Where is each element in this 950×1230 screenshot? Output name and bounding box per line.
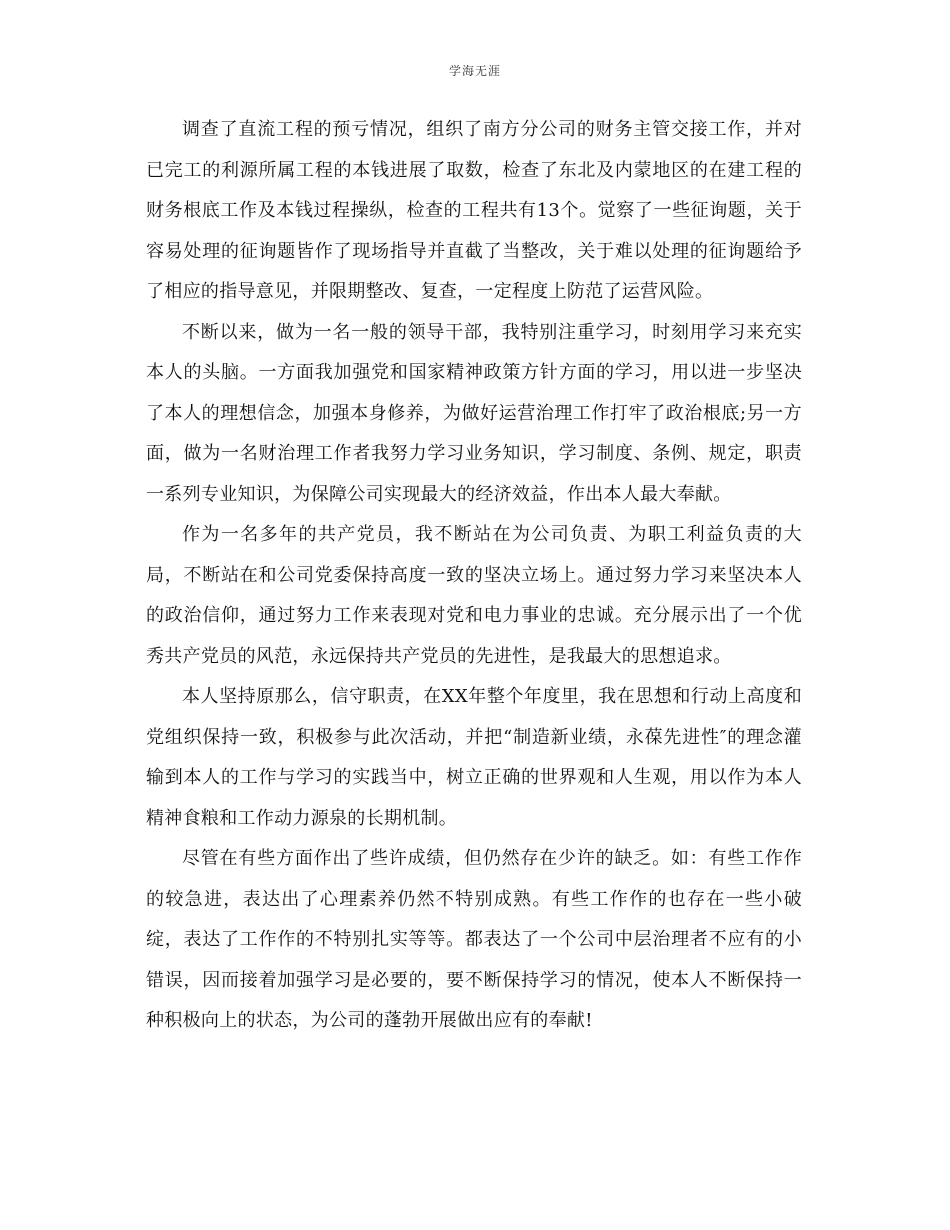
paragraph-5: 尽管在有些方面作出了些许成绩，但仍然存在少许的缺乏。如：有些工作作的较急进，表达出了心理素养仍然不特别成熟。有些工作作的也存在一些小破绽，表达了工作作的不特别扎实等等。都表达了一个公司中层治理者不应有的小错误，因而接着加强学习是必要的，要不断保持学习的情况，使本人不断保持一种积极向上的状态，为公司的蓬勃开展做出应有的奉献! — [146, 848, 802, 1031]
paragraph-1: 调查了直流工程的预亏情况，组织了南方分公司的财务主管交接工作，并对已完工的利源所属工程的本钱进展了取数，检查了东北及内蒙地区的在建工程的财务根底工作及本钱过程操纵，检查的工程共有13个。觉察了一些征询题，关于容易处理的征询题皆作了现场指导并直截了当整改，关于难以处理的征询题给予了相应的指导意见，并限期整改、复查，一定程度上防范了运营风险。 — [146, 119, 802, 302]
page-header: 学海无涯 — [448, 64, 501, 78]
document-body — [146, 110, 802, 1042]
paragraph-4: 本人坚持原那么，信守职责，在XX年整个年度里，我在思想和行动上高度和党组织保持一致，积极参与此次活动，并把“制造新业绩，永葆先进性″的理念灌输到本人的工作与学习的实践当中，树立正确的世界观和人生观，用以作为本人精神食粮和工作动力源泉的长期机制。 — [146, 686, 802, 829]
paragraph-3: 作为一名多年的共产党员，我不断站在为公司负责、为职工利益负责的大局，不断站在和公司党委保持高度一致的坚决立场上。通过努力学习来坚决本人的政治信仰，通过努力工作来表现对党和电力事业的忠诚。充分展示出了一个优秀共产党员的风范，永远保持共产党员的先进性，是我最大的思想追求。 — [146, 524, 802, 667]
paragraph-2: 不断以来，做为一名一般的领导干部，我特别注重学习，时刻用学习来充实本人的头脑。一方面我加强党和国家精神政策方针方面的学习，用以进一步坚决了本人的理想信念，加强本身修养，为做好运营治理工作打牢了政治根底;另一方面，做为一名财治理工作者我努力学习业务知识，学习制度、条例、规定，职责一系列专业知识，为保障公司实现最大的经济效益，作出本人最大奉献。 — [146, 321, 802, 505]
